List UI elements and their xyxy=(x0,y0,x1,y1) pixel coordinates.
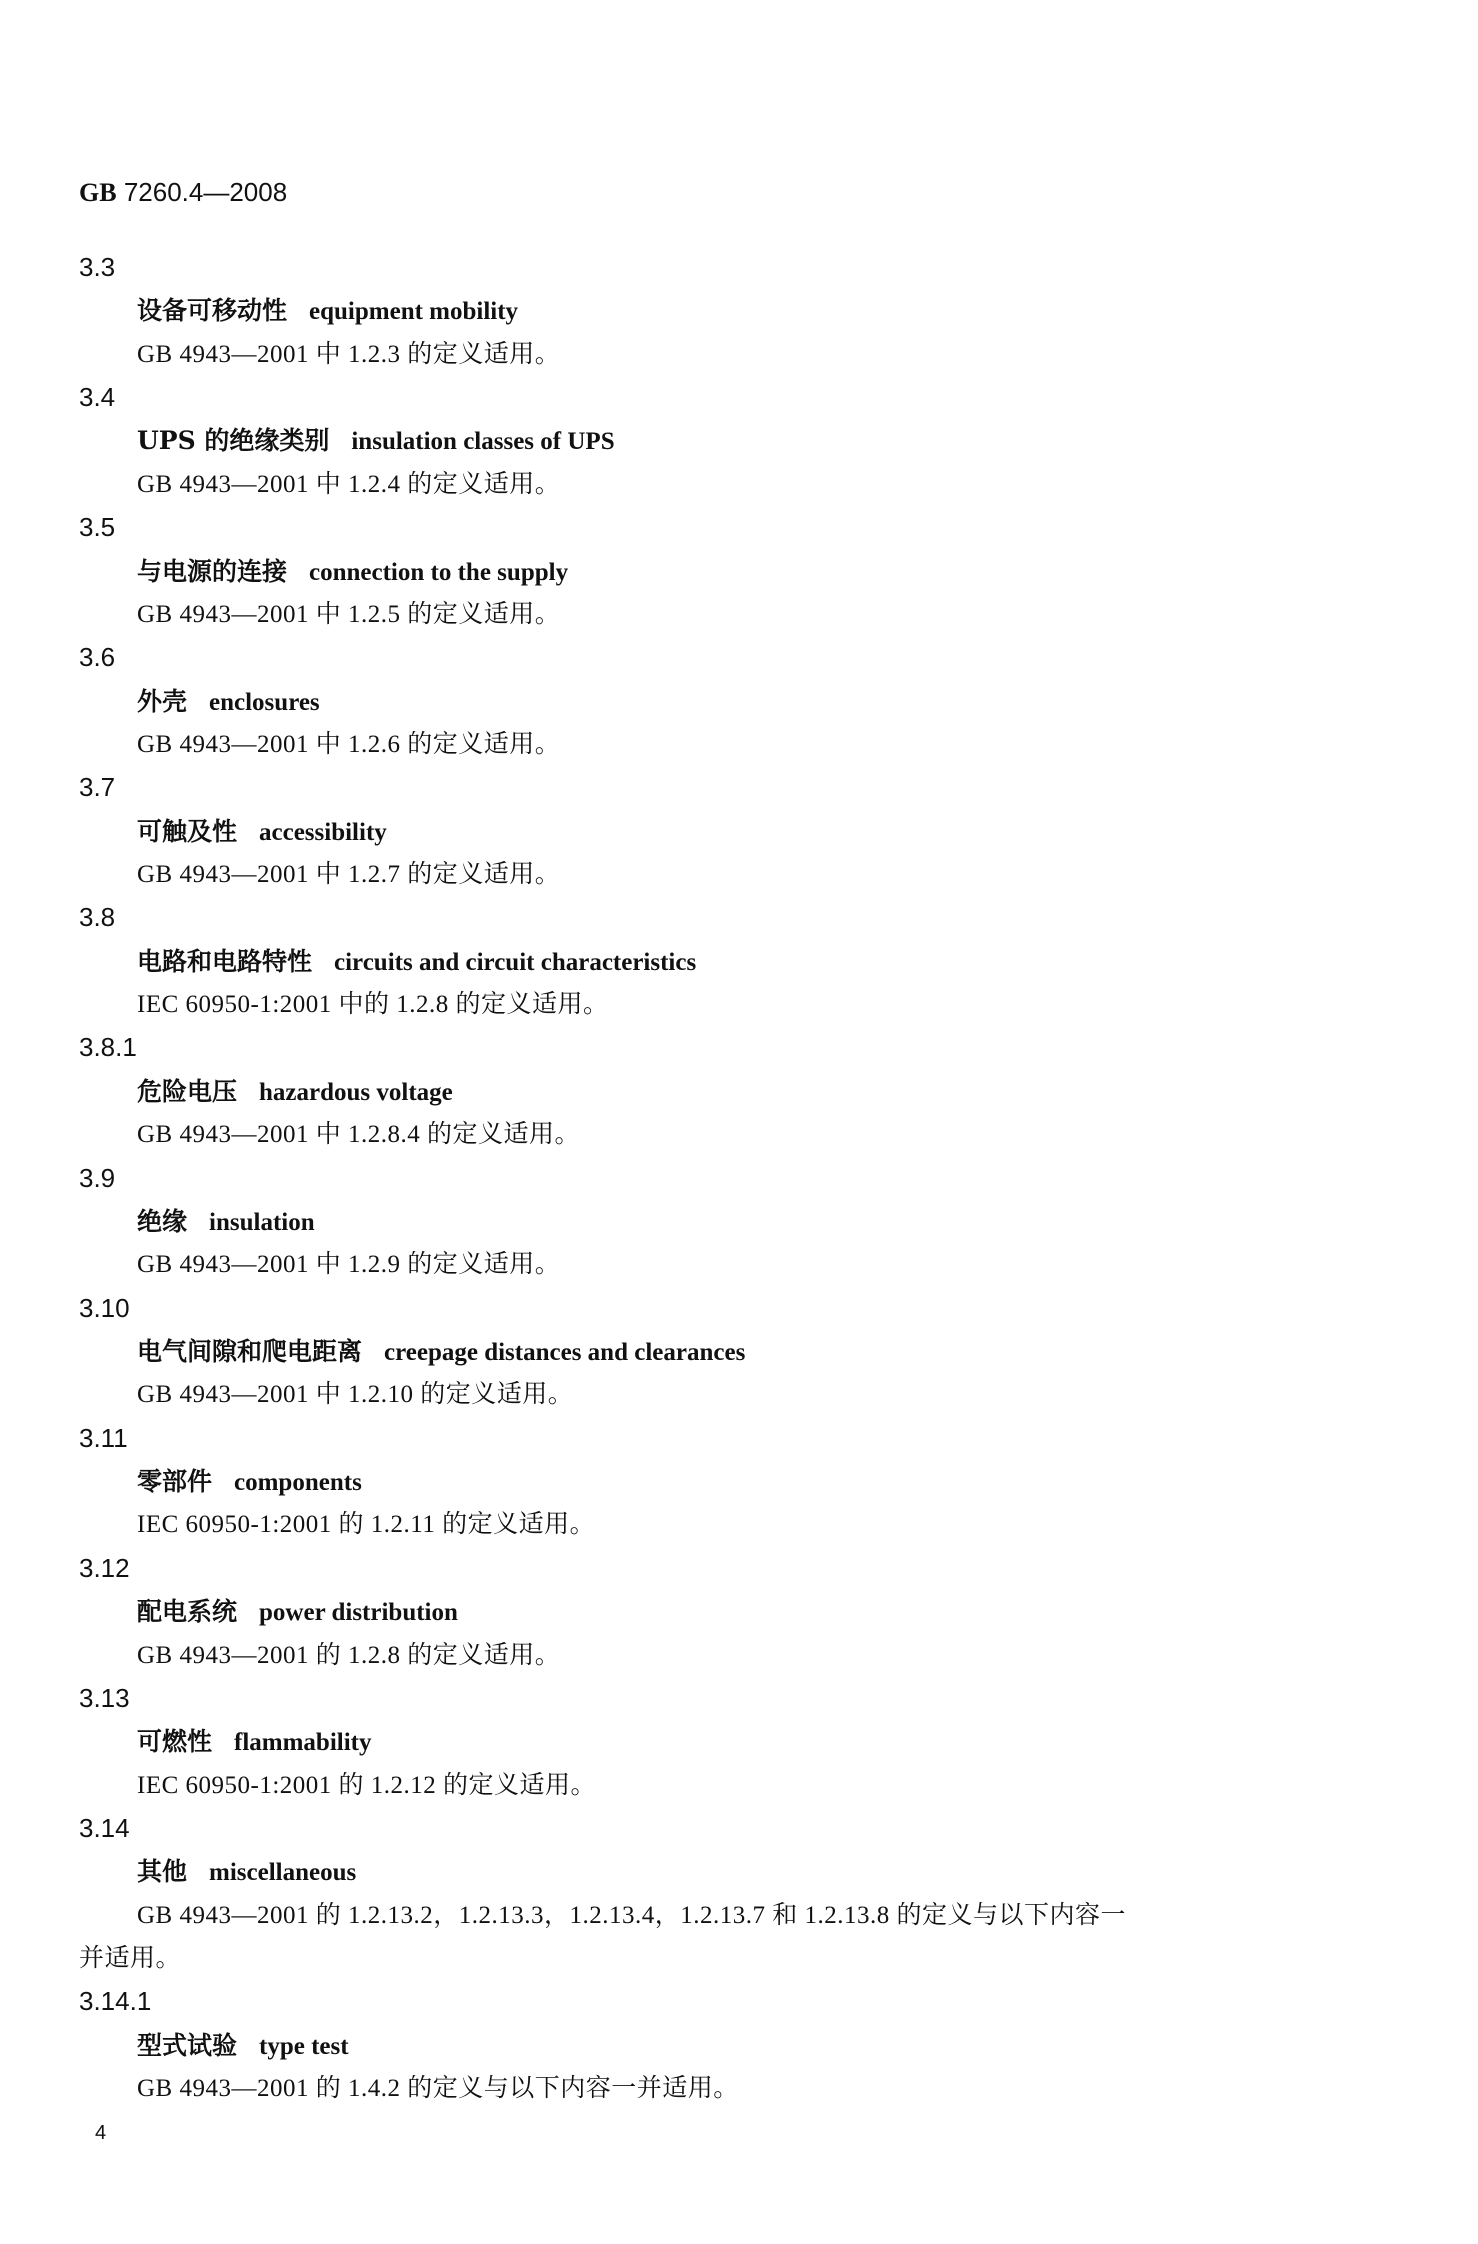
term-english: type test xyxy=(259,2032,349,2060)
term-chinese: 电路和电路特性 xyxy=(137,946,313,976)
term-title xyxy=(79,1590,1369,1633)
definition-entry xyxy=(79,246,1369,376)
definition-entry xyxy=(79,636,1369,766)
definition-entry xyxy=(79,1547,1369,1677)
term-title xyxy=(79,2024,1369,2067)
term-english: power distribution xyxy=(259,1599,458,1627)
section-number: 3.5 xyxy=(79,512,116,543)
section-number: 3.4 xyxy=(79,382,116,413)
section-number: 3.3 xyxy=(79,252,116,282)
term-title xyxy=(79,810,1369,853)
term-chinese: 外壳 xyxy=(137,686,188,716)
term-title xyxy=(79,940,1369,983)
section-number: 3.6 xyxy=(79,642,116,673)
document-header xyxy=(79,174,287,211)
section-number: 3.7 xyxy=(79,772,116,803)
definition-entry xyxy=(79,1026,1369,1156)
section-number: 3.14 xyxy=(79,1812,130,1843)
term-english: creepage distances and clearances xyxy=(384,1338,746,1366)
section-number: 3.11 xyxy=(79,1422,128,1453)
term-chinese: 配电系统 xyxy=(137,1597,238,1627)
section-number: 3.8.1 xyxy=(79,1032,137,1063)
term-chinese: UPS 的绝缘类别 xyxy=(137,426,330,456)
definition-text: GB 4943—2001 的 1.2.8 的定义适用。 xyxy=(137,1641,561,1669)
definition-text: GB 4943—2001 的 1.4.2 的定义与以下内容一并适用。 xyxy=(137,2075,739,2103)
definition-entry xyxy=(79,766,1369,896)
definition-text: IEC 60950-1:2001 的 1.2.12 的定义适用。 xyxy=(137,1771,597,1799)
term-chinese: 电气间隙和爬电距离 xyxy=(137,1336,363,1366)
term-title xyxy=(79,550,1369,593)
definition-entry xyxy=(79,506,1369,636)
term-english: flammability xyxy=(234,1729,372,1757)
definition-entry xyxy=(79,1677,1369,1807)
term-chinese: 零部件 xyxy=(137,1467,213,1497)
term-english: insulation xyxy=(209,1208,315,1236)
page-number: 4 xyxy=(95,2122,107,2144)
term-chinese: 可触及性 xyxy=(137,816,238,846)
section-number: 3.14.1 xyxy=(79,1986,152,2017)
term-title xyxy=(79,1330,1369,1373)
term-chinese: 与电源的连接 xyxy=(137,556,288,586)
term-english: miscellaneous xyxy=(209,1859,357,1887)
definition-text: GB 4943—2001 中 1.2.5 的定义适用。 xyxy=(137,600,561,628)
term-english: connection to the supply xyxy=(309,558,569,586)
term-english: insulation classes of UPS xyxy=(351,428,615,456)
standard-code: 7260.4—2008 xyxy=(123,177,288,207)
section-number: 3.10 xyxy=(79,1292,130,1323)
definition-entry xyxy=(79,1807,1369,1980)
term-chinese: 危险电压 xyxy=(137,1076,238,1106)
section-number: 3.12 xyxy=(79,1552,130,1583)
section-number: 3.9 xyxy=(79,1162,116,1193)
term-english: equipment mobility xyxy=(309,298,519,326)
term-chinese: 其他 xyxy=(137,1857,188,1887)
section-number: 3.8 xyxy=(79,902,116,933)
definition-text: GB 4943—2001 中 1.2.3 的定义适用。 xyxy=(137,340,561,368)
term-chinese: 可燃性 xyxy=(137,1727,213,1757)
term-title xyxy=(79,1850,1369,1893)
term-english: components xyxy=(234,1469,362,1497)
definition-text: GB 4943—2001 中 1.2.4 的定义适用。 xyxy=(137,470,561,498)
definition-entry xyxy=(79,1980,1369,2110)
standard-prefix: GB xyxy=(79,178,117,207)
definition-text: 并适用。 xyxy=(79,1945,182,1973)
term-title xyxy=(79,1720,1369,1763)
definition-entry xyxy=(79,1157,1369,1287)
term-english: enclosures xyxy=(209,688,320,716)
definition-entry xyxy=(79,896,1369,1026)
definition-text: GB 4943—2001 中 1.2.7 的定义适用。 xyxy=(137,861,561,889)
definition-entry xyxy=(79,1417,1369,1547)
definition-text: GB 4943—2001 中 1.2.6 的定义适用。 xyxy=(137,730,561,758)
definition-text: IEC 60950-1:2001 中的 1.2.8 的定义适用。 xyxy=(137,991,609,1019)
term-title xyxy=(79,419,1369,462)
term-title xyxy=(79,1200,1369,1243)
term-chinese: 绝缘 xyxy=(137,1206,188,1236)
section-number: 3.13 xyxy=(79,1682,130,1713)
definition-text: GB 4943—2001 中 1.2.8.4 的定义适用。 xyxy=(137,1121,580,1149)
definition-entry xyxy=(79,1287,1369,1417)
term-english: circuits and circuit characteristics xyxy=(334,948,697,976)
term-title xyxy=(79,680,1369,723)
definition-text: GB 4943—2001 中 1.2.10 的定义适用。 xyxy=(137,1381,574,1409)
term-english: hazardous voltage xyxy=(259,1078,453,1106)
definition-entry xyxy=(79,376,1369,506)
term-title xyxy=(79,1460,1369,1503)
term-english: accessibility xyxy=(259,818,387,846)
definition-text: GB 4943—2001 中 1.2.9 的定义适用。 xyxy=(137,1251,561,1279)
definition-text: IEC 60950-1:2001 的 1.2.11 的定义适用。 xyxy=(137,1511,596,1539)
term-chinese: 型式试验 xyxy=(137,2030,238,2060)
definitions-list xyxy=(79,246,1369,2110)
term-chinese: 设备可移动性 xyxy=(137,296,288,326)
term-title xyxy=(79,1070,1369,1113)
definition-text: GB 4943—2001 的 1.2.13.2，1.2.13.3，1.2.13.4，1.2.13.7 和 1.2.13.8 的定义与以下内容一 xyxy=(137,1901,1126,1929)
term-title xyxy=(79,289,1369,332)
